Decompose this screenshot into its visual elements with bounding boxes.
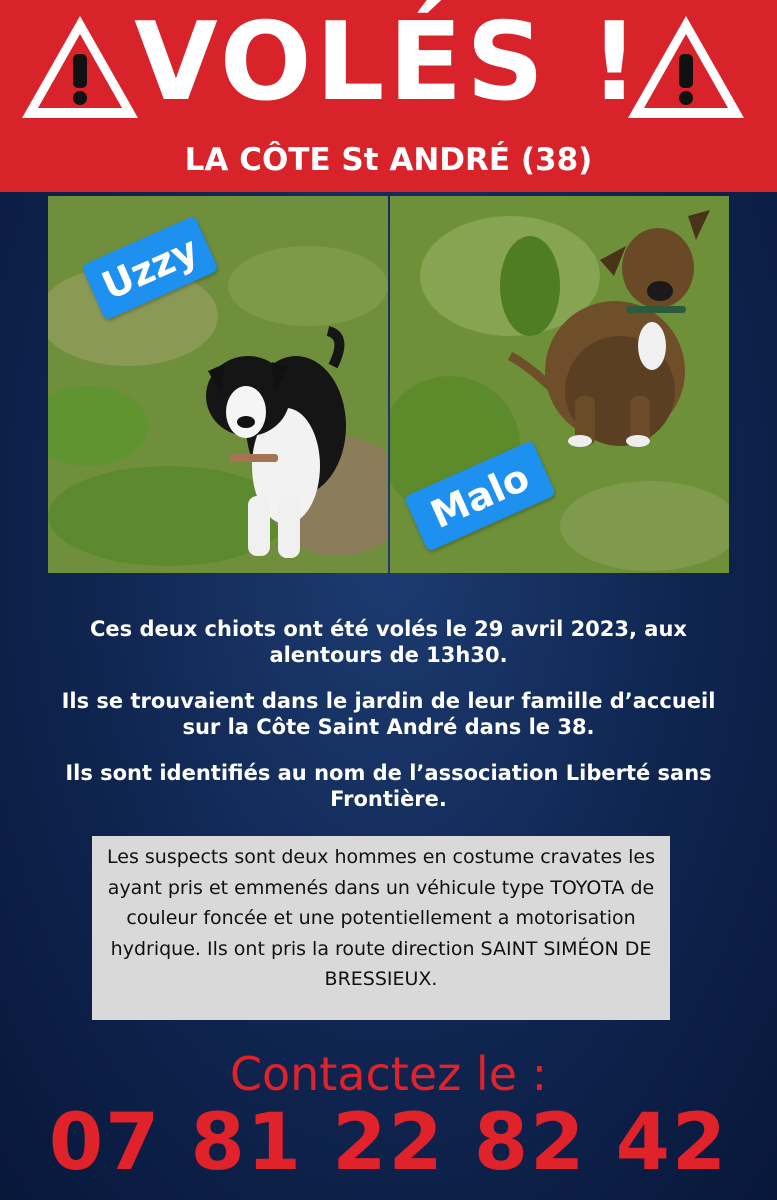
warning-icon [624, 12, 748, 122]
location-detail-text: Ils se trouvaient dans le jardin de leur famille d’accueil sur la Côte Saint André dans le 38. [61, 689, 716, 739]
contact-label: Contactez le : [229, 1047, 548, 1101]
page-title: VOLÉS ! [134, 0, 643, 125]
puppy-photo-illustration [48, 196, 388, 573]
photo-malo [390, 196, 729, 573]
phone-number: 07 81 22 82 42 [48, 1098, 729, 1188]
photo-uzzy [48, 196, 388, 573]
suspects-box: Les suspects sont deux hommes en costume cravates les ayant pris et emmenés dans un véhicule type TOYOTA de couleur foncée et une potentiellement a motorisation hydrique. Ils ont pris la route direction SAINT SIMÉON DE BRESSIEUX. [92, 836, 670, 1020]
name-tag-uzzy: Uzzy [81, 215, 219, 320]
header-banner [0, 0, 777, 192]
photo-collage [48, 196, 729, 573]
location-subtitle: LA CÔTE St ANDRÉ (38) [184, 142, 593, 178]
identification-text: Ils sont identifiés au nom de l’association Liberté sans Frontière. [65, 761, 712, 811]
name-tag-malo: Malo [404, 440, 556, 552]
theft-date-text: Ces deux chiots ont été volés le 29 avril 2023, aux alentours de 13h30. [90, 617, 687, 667]
